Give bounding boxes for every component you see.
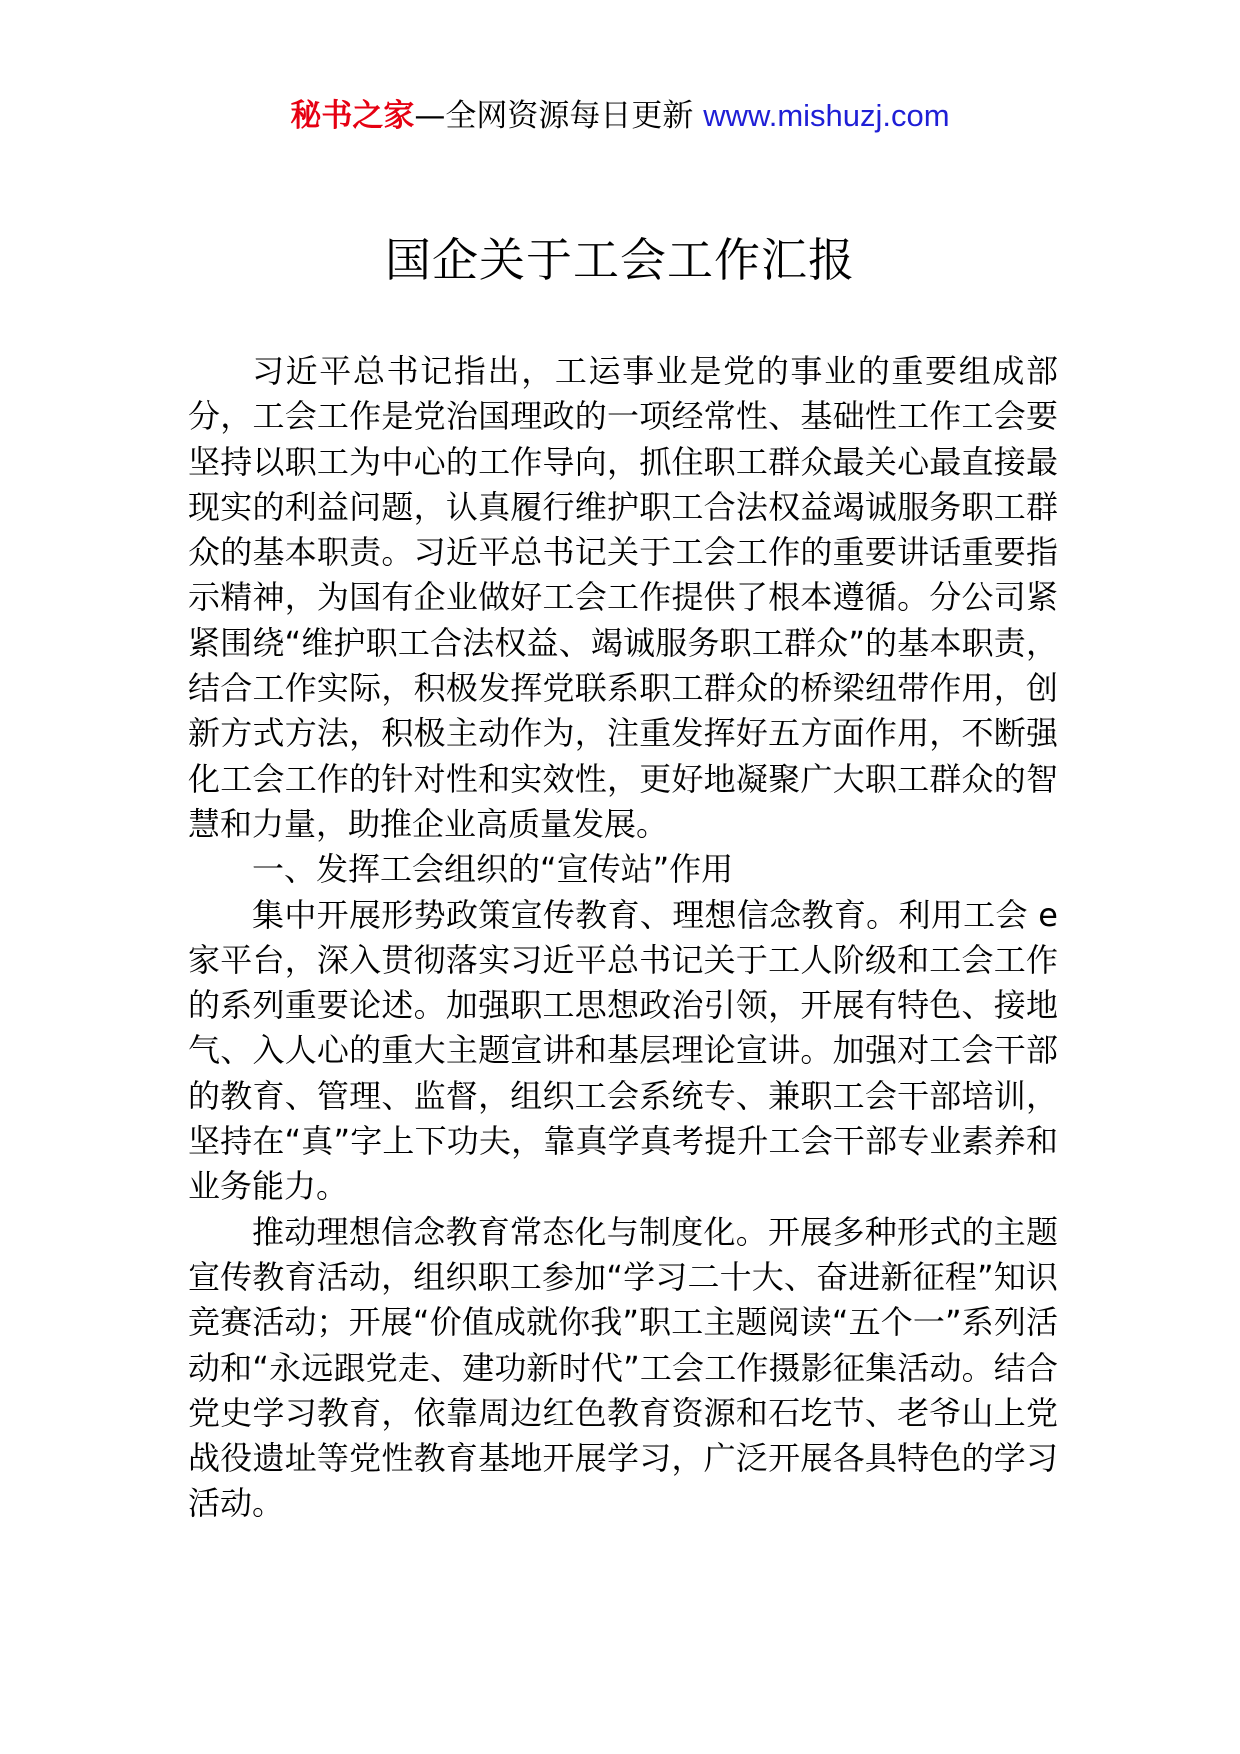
document-title: 国企关于工会工作汇报	[385, 233, 855, 287]
document-body	[188, 349, 1058, 1527]
intro-paragraph: 习近平总书记指出，工运事业是党的事业的重要组成部分，工会工作是党治国理政的一项经常性、基础性工作工会要坚持以职工为中心的工作导向，抓住职工群众最关心最直接最现实的利益问题，认真履行维护职工合法权益竭诚服务职工群众的基本职责。习近平总书记关于工会工作的重要讲话重要指示精神，为国有企业做好工会工作提供了根本遵循。分公司紧紧围绕“维护职工合法权益、竭诚服务职工群众”的基本职责，结合工作实际，积极发挥党联系职工群众的桥梁纽带作用，创新方式方法，积极主动作为，注重发挥好五方面作用，不断强化工会工作的针对性和实效性，更好地凝聚广大职工群众的智慧和力量，助推企业高质量发展。	[188, 352, 1058, 843]
body-paragraph: 集中开展形势政策宣传教育、理想信念教育。利用工会 e 家平台，深入贯彻落实习近平总书记关于工人阶级和工会工作的系列重要论述。加强职工思想政治引领，开展有特色、接地气、入人心的重大主题宣讲和基层理论宣讲。加强对工会干部的教育、管理、监督，组织工会系统专、兼职工会干部培训，坚持在“真”字上下功夫，靠真学真考提升工会干部专业素养和业务能力。	[188, 895, 1058, 1206]
site-url-link[interactable]: www.mishuzj.com	[703, 98, 950, 133]
site-header	[0, 96, 1240, 136]
header-separator: —	[414, 98, 446, 134]
section-heading-1: 一、发挥工会组织的“宣传站”作用	[252, 850, 734, 889]
header-tagline: 全网资源每日更新	[445, 98, 694, 134]
body-paragraph: 推动理想信念教育常态化与制度化。开展多种形式的主题宣传教育活动，组织职工参加“学习二十大、奋进新征程”知识竞赛活动；开展“价值成就你我”职工主题阅读“五个一”系列活动和“永远跟党走、建功新时代”工会工作摄影征集活动。结合党史学习教育，依靠周边红色教育资源和石圪节、老爷山上党战役遗址等党性教育基地开展学习，广泛开展各具特色的学习活动。	[188, 1212, 1058, 1523]
site-brand: 秘书之家	[290, 98, 415, 134]
